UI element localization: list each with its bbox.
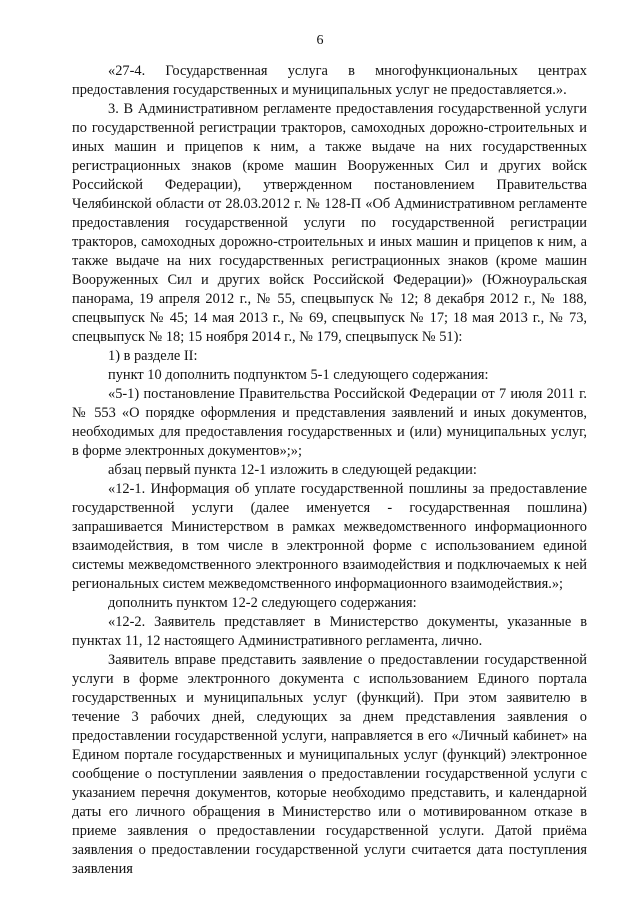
paragraph-point-10: пункт 10 дополнить подпунктом 5-1 следующего содержания: [108, 367, 489, 383]
paragraph-point-12-1-intro: абзац первый пункта 12-1 изложить в следующей редакции: [108, 462, 477, 478]
paragraph-section-ii: 1) в разделе II: [108, 348, 198, 364]
paragraph-electronic-application: Заявитель вправе представить заявление о предоставлении государственной услуги в форме электронного документа с использованием Единого портала государственных и муниципальных услуг (функций). При этом заявителю в течение 3 рабочих дней, следующих за днем представления заявления о предоставлении государственной услуги, направляется в его «Личный кабинет» на Едином портале государственных и муниципальных услуг (функций) электронное сообщение о поступлении заявления о предоставлении государственной услуги с указанием перечня документов, которые необходимо представить, и календарной даты его личного обращения в Министерство или о мотивированном отказе в приеме заявления о предоставлении государственной услуги. Датой приёма заявления о предоставлении государственной услуги считается дата поступления заявления [72, 652, 587, 877]
paragraph-amendment-27-4: «27-4. Государственная услуга в многофункциональных центрах предоставления государственных и муниципальных услуг не предоставляется.». [72, 63, 587, 98]
page-number: 6 [316, 33, 324, 48]
paragraph-point-12-2: «12-2. Заявитель представляет в Министерство документы, указанные в пунктах 11, 12 настоящего Административного регламента, лично. [72, 614, 587, 649]
paragraph-item-3: 3. В Административном регламенте предоставления государственной услуги по государственной регистрации тракторов, самоходных дорожно-строительных и иных машин и прицепов к ним, а также выдаче на них государственных регистрационных знаков (кроме машин Вооруженных Сил и других войск Российской Федерации), утвержденном постановлением Правительства Челябинской области от 28.03.2012 г. № 128-П «Об Административном регламенте предоставления государственной услуги по государственной регистрации тракторов, самоходных дорожно-строительных и иных машин и прицепов к ним, а также выдаче на них государственных регистрационных знаков (кроме машин Вооруженных Сил и других войск Российской Федерации)» (Южноуральская панорама, 19 апреля 2012 г., № 55, спецвыпуск № 12; 8 декабря 2012 г., № 188, спецвыпуск № 45; 14 мая 2013 г., № 69, спецвыпуск № 17; 18 мая 2013 г., № 73, спецвыпуск № 18; 15 ноября 2014 г., № 179, спецвыпуск № 51): [72, 101, 587, 345]
paragraph-point-12-1: «12-1. Информация об уплате государственной пошлины за предоставление государственной услуги (далее именуется - государственная пошлина) запрашивается Министерством в рамках межведомственного информационного взаимодействия, в том числе в электронной форме с использованием единой системы межведомственного электронного взаимодействия и подключаемых к ней региональных систем межведомственного информационного взаимодействия.»; [72, 481, 587, 592]
paragraph-point-12-2-intro: дополнить пунктом 12-2 следующего содержания: [108, 595, 417, 611]
paragraph-subpoint-5-1: «5-1) постановление Правительства Российской Федерации от 7 июля 2011 г. № 553 «О порядке оформления и представления заявлений и иных документов, необходимых для предоставления государственных и (или) муниципальных услуг, в форме электронных документов»;»; [72, 386, 587, 459]
document-body [72, 62, 587, 879]
